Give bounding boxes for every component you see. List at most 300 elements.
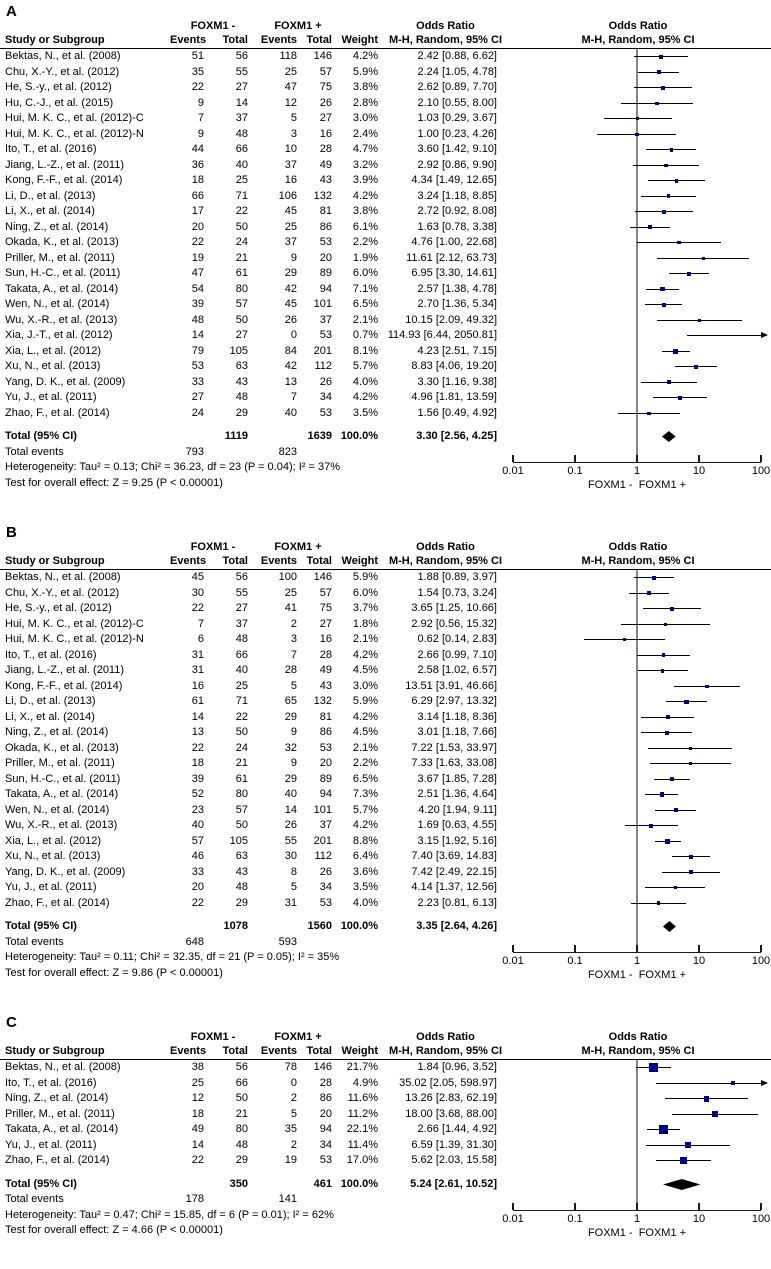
plot-header-method: M-H, Random, 95% CI: [581, 555, 695, 567]
total-neg-cell: 80: [235, 1123, 248, 1135]
weight-cell: 2.4%: [352, 127, 378, 140]
total-pos-cell: 112: [314, 850, 332, 862]
plot-cell: [505, 344, 771, 360]
events-neg-cell: 22: [191, 1154, 204, 1166]
study-row: [0, 803, 771, 819]
plot-cell: [505, 787, 771, 803]
total-pos-cell: 94: [319, 282, 332, 295]
total-events-label-cell: Total events: [5, 1193, 64, 1205]
total-pos-cell: 53: [319, 329, 332, 341]
events-neg-cell: 18: [191, 1107, 204, 1120]
total-pos-cell: 86: [319, 220, 332, 233]
events-neg-cell: 33: [191, 375, 204, 388]
study-row: [0, 158, 771, 174]
plot-cell: [505, 49, 771, 65]
plot-cell: [505, 204, 771, 220]
plot-cell: [505, 1153, 771, 1169]
point-estimate-marker: [698, 319, 701, 322]
events-pos-cell: 2: [290, 1138, 297, 1151]
or-ci-text-cell: 3.15 [1.92, 5.16]: [417, 834, 497, 847]
point-estimate-marker: [659, 55, 663, 59]
weight-cell: 8.1%: [352, 344, 378, 357]
weight-cell: 3.5%: [352, 881, 378, 893]
weight-cell: 3.9%: [352, 174, 378, 186]
plot-header-odds-ratio: Odds Ratio: [608, 1031, 668, 1043]
total-neg-cell: 25: [235, 679, 248, 692]
weight-cell: 3.0%: [352, 112, 378, 124]
study-row: [0, 1076, 771, 1092]
or-ci-text-cell: 6.95 [3.30, 14.61]: [411, 267, 497, 279]
study-row: [0, 756, 771, 772]
or-ci-text-cell: 3.01 [1.18, 7.66]: [417, 726, 497, 738]
plot-cell: [505, 127, 771, 143]
events-pos-cell: 3: [290, 633, 297, 645]
or-ci-text-cell: 4.76 [1.00, 22.68]: [411, 236, 497, 248]
weight-cell: 1.8%: [352, 617, 378, 630]
total-neg-cell: 57: [235, 803, 248, 816]
plot-cell: [505, 1122, 771, 1138]
plot-cell: [505, 1091, 771, 1107]
plot-cell: [505, 375, 771, 391]
study-name-cell: Zhao, F., et al. (2014): [5, 896, 110, 909]
total-pos-cell: 49: [319, 158, 332, 171]
study-row: [0, 173, 771, 189]
study-row: [0, 725, 771, 741]
total-neg-cell: 43: [235, 865, 248, 878]
or-ci-text-cell: 3.30 [2.56, 4.25]: [416, 430, 497, 442]
point-estimate-marker: [712, 1111, 718, 1117]
point-estimate-marker: [705, 685, 708, 688]
total-neg-cell: 56: [235, 50, 248, 62]
events-neg-cell: 16: [191, 679, 204, 692]
events-neg-cell: 61: [191, 695, 204, 707]
events-neg-cell: 31: [191, 664, 204, 676]
total-neg-cell: 37: [235, 617, 248, 630]
or-ci-text-cell: 4.96 [1.81, 13.59]: [411, 391, 497, 403]
point-estimate-marker: [665, 839, 670, 844]
study-row: [0, 880, 771, 896]
events-neg-cell: 18: [191, 757, 204, 769]
total-neg-cell: 350: [229, 1177, 248, 1190]
forest-panel: [0, 0, 771, 521]
header-row-groups: [0, 19, 771, 33]
or-ci-text-cell: 3.65 [1.25, 10.66]: [411, 602, 497, 614]
column-header-total-pos: Total: [306, 34, 332, 46]
panel-label: C: [6, 1014, 17, 1031]
point-estimate-marker: [673, 349, 678, 354]
plot-cell: [505, 80, 771, 96]
events-pos-cell: 9: [290, 726, 297, 738]
total-row: [0, 429, 771, 445]
total-pos-cell: 75: [319, 602, 332, 614]
study-row: [0, 787, 771, 803]
events-pos-cell: 26: [284, 313, 297, 326]
weight-cell: 2.1%: [352, 741, 378, 754]
events-pos-cell: 29: [284, 710, 297, 723]
study-name-cell: Sun, H.-C., et al. (2011): [5, 267, 121, 279]
point-estimate-marker: [649, 1063, 658, 1072]
events-pos-cell: 7: [290, 648, 297, 661]
weight-cell: 3.8%: [352, 81, 378, 93]
events-pos-cell: 29: [284, 267, 297, 279]
point-estimate-marker: [647, 412, 650, 415]
study-name-cell: Takata, A., et al. (2014): [5, 788, 119, 800]
column-header-events-pos: Events: [260, 1045, 297, 1057]
total-pos-cell: 49: [319, 664, 332, 676]
or-ci-text-cell: 2.51 [1.36, 4.64]: [417, 788, 497, 800]
column-header-odds-ratio: Odds Ratio: [416, 1031, 475, 1043]
study-name-cell: Hu, C.-J., et al. (2015): [5, 96, 114, 109]
or-ci-text-cell: 2.10 [0.55, 8.00]: [417, 96, 497, 109]
weight-cell: 100.0%: [340, 920, 378, 932]
point-estimate-marker: [674, 886, 677, 889]
axis-tick-label: 0.1: [567, 465, 583, 477]
total-neg-cell: 57: [235, 298, 248, 310]
study-name-cell: Zhao, F., et al. (2014): [5, 406, 110, 419]
weight-cell: 4.2%: [352, 819, 378, 831]
events-pos-cell: 8: [290, 865, 297, 878]
events-neg-cell: 53: [191, 360, 204, 372]
events-neg-cell: 40: [191, 819, 204, 831]
plot-cell: [505, 756, 771, 772]
plot-cell: [505, 158, 771, 174]
study-name-cell: Yu, J., et al. (2011): [5, 881, 97, 893]
heterogeneity-text: Heterogeneity: Tau² = 0.47; Chi² = 15.85, df = 6 (P = 0.01); I² = 62%: [5, 1208, 334, 1221]
axis-label-foxm1-neg: FOXM1 -: [587, 1227, 633, 1239]
events-pos-cell: 25: [284, 220, 297, 233]
total-events-pos-cell: 823: [278, 445, 297, 458]
overall-effect-text: Test for overall effect: Z = 9.25 (P < 0.00001): [5, 476, 223, 489]
weight-cell: 6.5%: [352, 772, 378, 785]
axis-tick-label: 100: [751, 1213, 771, 1225]
column-header-study: Study or Subgroup: [5, 34, 105, 46]
weight-cell: 6.0%: [352, 586, 378, 599]
header-row-columns: [0, 554, 771, 570]
weight-cell: 2.2%: [352, 236, 378, 248]
events-neg-cell: 17: [191, 205, 204, 217]
study-name-cell: Jiang, L.-Z., et al. (2011): [5, 158, 125, 171]
study-name-cell: Kong, F.-F., et al. (2014): [5, 679, 123, 692]
plot-cell: [505, 189, 771, 205]
events-neg-cell: 12: [191, 1092, 204, 1104]
plot-cell: [505, 313, 771, 329]
or-ci-text-cell: 2.70 [1.36, 5.34]: [417, 298, 497, 310]
axis-tick-label: 10: [692, 955, 706, 967]
weight-cell: 4.0%: [352, 896, 378, 909]
weight-cell: 11.2%: [347, 1107, 378, 1120]
or-ci-text-cell: 1.00 [0.23, 4.26]: [417, 127, 497, 140]
column-header-events-neg: Events: [170, 34, 207, 46]
total-pos-cell: 89: [319, 267, 332, 279]
or-ci-text-cell: 13.51 [3.91, 46.66]: [405, 679, 497, 692]
events-pos-cell: 118: [279, 50, 297, 62]
events-neg-cell: 14: [191, 1138, 204, 1151]
study-row: [0, 251, 771, 267]
column-header-study: Study or Subgroup: [5, 1045, 105, 1057]
x-axis: [502, 1210, 771, 1250]
or-ci-text-cell: 4.14 [1.37, 12.56]: [411, 881, 497, 893]
plot-cell: [505, 725, 771, 741]
point-estimate-marker: [623, 638, 626, 641]
plot-cell: [505, 663, 771, 679]
point-estimate-marker: [678, 396, 682, 400]
study-name-cell: Jiang, L.-Z., et al. (2011): [5, 664, 125, 676]
weight-cell: 1.9%: [352, 251, 378, 264]
column-header-method: M-H, Random, 95% CI: [388, 1045, 503, 1057]
total-neg-cell: 29: [235, 1154, 248, 1166]
study-name-cell: Yang, D. K., et al. (2009): [5, 375, 126, 388]
point-estimate-marker: [687, 272, 691, 276]
or-ci-text-cell: 6.59 [1.39, 31.30]: [411, 1138, 497, 1151]
events-pos-cell: 5: [290, 1107, 297, 1120]
total-label-cell: Total (95% CI): [5, 920, 77, 932]
total-pos-cell: 132: [313, 695, 332, 707]
study-name-cell: Ning, Z., et al. (2014): [5, 726, 109, 738]
total-pos-cell: 34: [319, 1138, 332, 1151]
or-ci-text-cell: 0.62 [0.14, 2.83]: [417, 633, 497, 645]
or-ci-text-cell: 1.63 [0.78, 3.38]: [417, 220, 497, 233]
study-name-cell: Hui, M. K. C., et al. (2012)-C: [5, 112, 144, 124]
events-pos-cell: 0: [290, 1076, 297, 1089]
forest-panel: [0, 521, 771, 1011]
plot-cell: [505, 96, 771, 112]
point-estimate-marker: [689, 747, 692, 750]
summary-diamond: [663, 1179, 701, 1196]
plot-cell: [505, 1107, 771, 1123]
study-name-cell: Chu, X.-Y., et al. (2012): [5, 65, 120, 78]
axis-tick-label: 0.01: [502, 955, 524, 967]
study-row: [0, 204, 771, 220]
weight-cell: 8.8%: [352, 834, 378, 847]
or-ci-text-cell: 7.40 [3.69, 14.83]: [411, 850, 497, 862]
events-pos-cell: 78: [284, 1061, 297, 1073]
axis-label-foxm1-neg: FOXM1 -: [587, 479, 633, 491]
axis-label-foxm1-neg: FOXM1 -: [587, 969, 633, 981]
plot-cell: [505, 586, 771, 602]
study-row: [0, 601, 771, 617]
total-neg-cell: 24: [235, 741, 248, 754]
weight-cell: 11.6%: [347, 1092, 378, 1104]
axis-tick: [760, 1203, 761, 1210]
events-neg-cell: 14: [191, 329, 204, 341]
weight-cell: 5.7%: [352, 360, 378, 372]
total-pos-cell: 1639: [307, 430, 332, 442]
plot-header-odds-ratio: Odds Ratio: [608, 541, 668, 553]
point-estimate-marker: [660, 792, 665, 797]
events-pos-cell: 25: [284, 65, 297, 78]
total-neg-cell: 40: [235, 664, 248, 676]
axis-tick: [574, 455, 575, 462]
events-neg-cell: 66: [191, 189, 204, 202]
events-pos-cell: 65: [284, 695, 297, 707]
total-neg-cell: 43: [235, 375, 248, 388]
study-row: [0, 1091, 771, 1107]
total-neg-cell: 61: [235, 267, 248, 279]
events-pos-cell: 10: [284, 143, 297, 155]
events-pos-cell: 26: [284, 819, 297, 831]
point-estimate-marker: [662, 653, 666, 657]
events-neg-cell: 79: [191, 344, 204, 357]
total-pos-cell: 20: [319, 1107, 332, 1120]
total-label-cell: Total (95% CI): [5, 1177, 77, 1190]
group-header-foxm1-pos: FOXM1 +: [274, 20, 322, 32]
total-neg-cell: 80: [235, 788, 248, 800]
panel-body: [0, 19, 771, 491]
events-neg-cell: 13: [191, 726, 204, 738]
or-ci-text-cell: 2.72 [0.92, 8.08]: [417, 205, 497, 217]
group-header-foxm1-neg: FOXM1 -: [190, 20, 236, 32]
study-row: [0, 80, 771, 96]
study-row: [0, 111, 771, 127]
study-row: [0, 359, 771, 375]
column-header-total-pos: Total: [306, 1045, 332, 1057]
or-ci-text-cell: 2.42 [0.88, 6.62]: [417, 50, 497, 62]
axis-tick-label: 1: [633, 955, 641, 967]
weight-cell: 6.4%: [352, 850, 378, 862]
or-ci-text-cell: 8.83 [4.06, 19.20]: [411, 360, 497, 372]
study-name-cell: Hui, M. K. C., et al. (2012)-N: [5, 633, 144, 645]
events-pos-cell: 47: [284, 81, 297, 93]
or-ci-text-cell: 13.26 [2.83, 62.19]: [405, 1092, 497, 1104]
study-row: [0, 1107, 771, 1123]
study-row: [0, 849, 771, 865]
events-neg-cell: 6: [197, 633, 204, 645]
or-ci-text-cell: 3.67 [1.85, 7.28]: [417, 772, 497, 785]
column-header-study: Study or Subgroup: [5, 555, 105, 567]
events-pos-cell: 9: [290, 251, 297, 264]
point-estimate-marker: [670, 777, 674, 781]
column-header-odds-ratio: Odds Ratio: [416, 20, 475, 32]
total-pos-cell: 53: [319, 236, 332, 248]
total-pos-cell: 1560: [307, 920, 332, 932]
events-pos-cell: 45: [284, 205, 297, 217]
weight-cell: 6.1%: [352, 220, 378, 233]
study-row: [0, 834, 771, 850]
or-ci-text-cell: 3.60 [1.42, 9.10]: [417, 143, 497, 155]
column-header-total-pos: Total: [306, 555, 332, 567]
or-ci-text-cell: 1.88 [0.89, 3.97]: [417, 571, 497, 583]
total-events-row: [0, 445, 771, 461]
total-pos-cell: 132: [313, 189, 332, 202]
total-pos-cell: 28: [319, 648, 332, 661]
point-estimate-marker: [655, 102, 658, 105]
weight-cell: 6.5%: [352, 298, 378, 310]
or-ci-text-cell: 2.62 [0.89, 7.70]: [417, 81, 497, 93]
study-row: [0, 297, 771, 313]
or-ci-text-cell: 114.93 [6.44, 2050.81]: [387, 329, 497, 341]
total-pos-cell: 26: [319, 96, 332, 109]
plot-cell: [505, 1177, 771, 1193]
summary-diamond: [662, 431, 676, 448]
or-ci-text-cell: 2.57 [1.38, 4.78]: [417, 282, 497, 295]
total-neg-cell: 56: [235, 571, 248, 583]
point-estimate-marker: [694, 365, 698, 369]
total-pos-cell: 81: [319, 205, 332, 217]
total-pos-cell: 28: [319, 1076, 332, 1089]
total-pos-cell: 101: [313, 298, 332, 310]
point-estimate-marker: [684, 700, 688, 704]
or-ci-text-cell: 1.03 [0.29, 3.67]: [417, 112, 497, 124]
events-pos-cell: 0: [290, 329, 297, 341]
study-name-cell: Wu, X.-R., et al. (2013): [5, 313, 118, 326]
axis-tick: [512, 945, 513, 952]
point-estimate-marker: [657, 70, 661, 74]
forest-panel: [0, 1011, 771, 1269]
study-row: [0, 663, 771, 679]
study-name-cell: Xu, N., et al. (2013): [5, 850, 101, 862]
events-neg-cell: 52: [191, 788, 204, 800]
total-neg-cell: 21: [235, 757, 248, 769]
study-name-cell: Bektas, N., et al. (2008): [5, 50, 121, 62]
or-ci-text-cell: 5.24 [2.61, 10.52]: [410, 1177, 497, 1190]
total-pos-cell: 34: [319, 881, 332, 893]
weight-cell: 3.8%: [352, 205, 378, 217]
study-row: [0, 375, 771, 391]
total-pos-cell: 57: [319, 586, 332, 599]
axis-label-foxm1-pos: FOXM1 +: [638, 969, 687, 981]
study-name-cell: Priller, M., et al. (2011): [5, 757, 115, 769]
total-events-pos-cell: 593: [278, 935, 297, 948]
weight-cell: 17.0%: [346, 1154, 378, 1166]
or-ci-text-cell: 35.02 [2.05, 598.97]: [399, 1076, 497, 1089]
axis-tick-label: 10: [692, 465, 706, 477]
total-pos-cell: 146: [313, 1061, 332, 1073]
total-events-row: [0, 935, 771, 951]
study-name-cell: Okada, K., et al. (2013): [5, 236, 119, 248]
events-pos-cell: 13: [284, 375, 297, 388]
study-name-cell: Wen, N., et al. (2014): [5, 298, 110, 310]
column-header-odds-ratio: Odds Ratio: [416, 541, 475, 553]
weight-cell: 100.0%: [340, 430, 378, 442]
point-estimate-marker: [677, 241, 680, 244]
or-ci-text-cell: 2.23 [0.81, 6.13]: [417, 896, 497, 909]
or-ci-text-cell: 5.62 [2.03, 15.58]: [411, 1154, 497, 1166]
plot-cell: [505, 297, 771, 313]
total-events-label-cell: Total events: [5, 935, 64, 948]
plot-cell: [505, 1138, 771, 1154]
or-ci-text-cell: 18.00 [3.68, 88.00]: [405, 1107, 497, 1120]
weight-cell: 0.7%: [352, 329, 378, 341]
plot-cell: [505, 1060, 771, 1076]
column-header-events-neg: Events: [170, 1045, 207, 1057]
plot-cell: [505, 65, 771, 81]
plot-cell: [505, 570, 771, 586]
events-pos-cell: 84: [284, 344, 297, 357]
point-estimate-marker: [685, 1142, 691, 1148]
or-ci-text-cell: 3.35 [2.64, 4.26]: [416, 920, 497, 932]
axis-tick: [698, 1203, 699, 1210]
events-pos-cell: 32: [284, 741, 297, 754]
spacer: [0, 1169, 771, 1177]
study-name-cell: Zhao, F., et al. (2014): [5, 1154, 110, 1166]
panel-body: [0, 540, 771, 981]
events-pos-cell: 45: [284, 298, 297, 310]
total-pos-cell: 26: [319, 375, 332, 388]
events-pos-cell: 37: [284, 158, 297, 171]
total-neg-cell: 1119: [224, 430, 248, 442]
x-axis: [502, 462, 771, 502]
point-estimate-marker: [667, 194, 671, 198]
study-name-cell: Wen, N., et al. (2014): [5, 803, 110, 816]
study-row: [0, 710, 771, 726]
study-name-cell: Li, D., et al. (2013): [5, 189, 96, 202]
study-name-cell: Bektas, N., et al. (2008): [5, 571, 121, 583]
axis-tick-label: 1: [633, 465, 641, 477]
total-neg-cell: 27: [235, 81, 248, 93]
total-neg-cell: 66: [235, 1076, 248, 1089]
total-neg-cell: 21: [235, 251, 248, 264]
point-estimate-marker: [666, 715, 670, 719]
